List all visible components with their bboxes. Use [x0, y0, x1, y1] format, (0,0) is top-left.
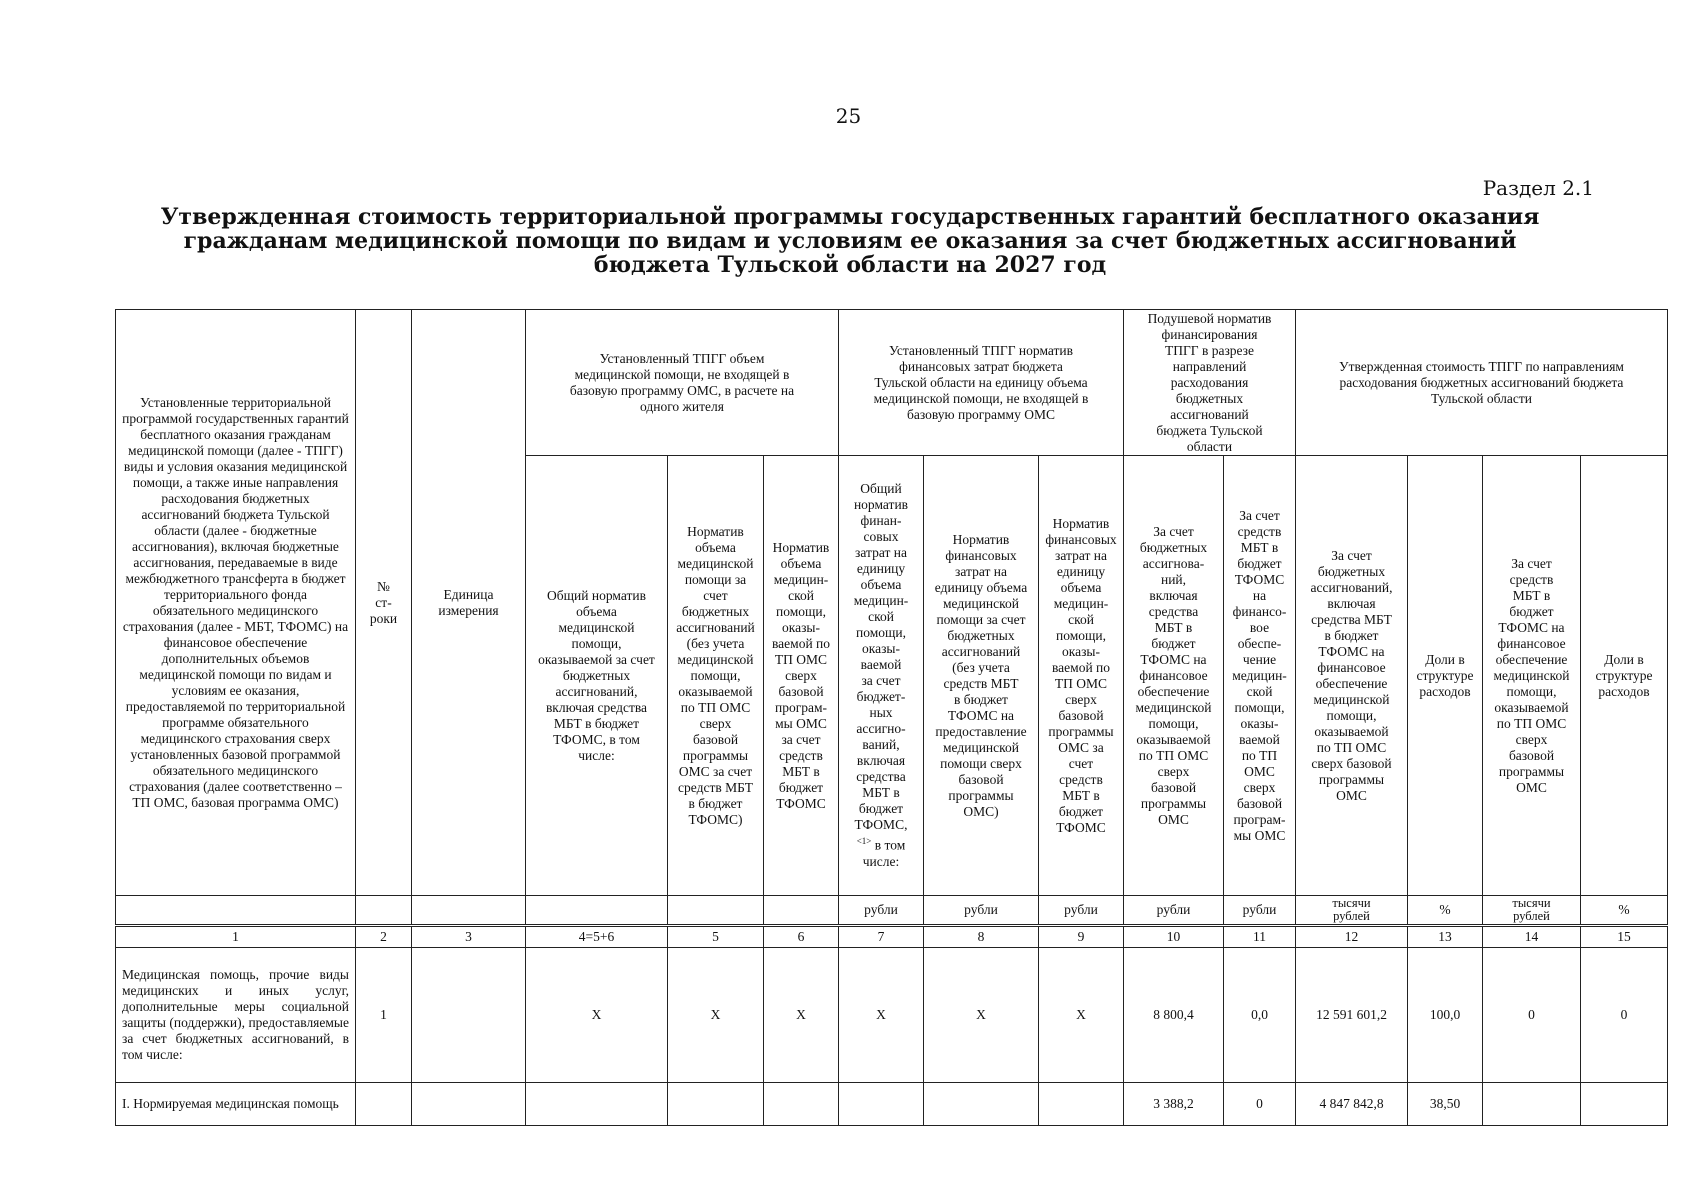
- title-line: гражданам медицинской помощи по видам и условиям ее оказания за счет бюджетных ассигнований: [183, 228, 1517, 254]
- column-number: 5: [668, 926, 764, 948]
- column-number: 4=5+6: [526, 926, 668, 948]
- column-number: 1: [116, 926, 356, 948]
- document-title: [150, 205, 1550, 277]
- header-group-cost: Утвержденная стоимость ТПГГ по направлениям расходования бюджетных ассигнований бюджета Тульской области: [1296, 310, 1668, 456]
- table-cell: 100,0: [1408, 948, 1483, 1083]
- column-number: 12: [1296, 926, 1408, 948]
- title-line: бюджета Тульской области на 2027 год: [593, 252, 1107, 278]
- unit-cell: [526, 896, 668, 926]
- title-line: Утвержденная стоимость территориальной программы государственных гарантий бесплатного оказания: [160, 204, 1540, 230]
- row-description: Медицинская помощь, прочие виды медицинских и иных услуг, дополнительные меры социальной защиты (поддержки), предоставляемые за счет бюджетных ассигнований, в том числе:: [116, 948, 356, 1083]
- header-col14: За счет средств МБТ в бюджет ТФОМС на финансовое обеспечение медицинской помощи, оказываемой по ТП ОМС сверх базовой программы ОМС: [1483, 456, 1581, 896]
- unit-cell: рубли: [1039, 896, 1124, 926]
- table-cell: 0: [1483, 948, 1581, 1083]
- header-col6: Норматив объема медицин- ской помощи, оказы- ваемой по ТП ОМС сверх базовой програм- мы ОМС за счет средств МБТ в бюджет ТФОМС: [764, 456, 839, 896]
- column-number: 7: [839, 926, 924, 948]
- table-cell: 0: [1224, 1083, 1296, 1126]
- header-group-volume: Установленный ТПГГ объем медицинской помощи, не входящей в базовую программу ОМС, в расчете на одного жителя: [526, 310, 839, 456]
- table-cell: X: [839, 948, 924, 1083]
- table-row: [116, 1083, 1668, 1126]
- header-group-per-capita: Подушевой норматив финансирования ТПГГ в разрезе направлений расходования бюджетных ассигнований бюджета Тульской области: [1124, 310, 1296, 456]
- table-cell: 3 388,2: [1124, 1083, 1224, 1126]
- unit-cell: [412, 896, 526, 926]
- header-col13: Доли в структуре расходов: [1408, 456, 1483, 896]
- table-cell: X: [526, 948, 668, 1083]
- column-number: 13: [1408, 926, 1483, 948]
- footnote-ref: <1>: [856, 836, 872, 847]
- column-number: 9: [1039, 926, 1124, 948]
- header-col11: За счет средств МБТ в бюджет ТФОМС на финансо- вое обеспе- чение медицин- ской помощи, оказы- ваемой по ТП ОМС сверх базовой програм- мы ОМС: [1224, 456, 1296, 896]
- header-col8: Норматив финансовых затрат на единицу объема медицинской помощи за счет бюджетных ассигнований (без учета средств МБТ в бюджет ТФОМС на предоставление медицинской помощи сверх базовой программы ОМС): [924, 456, 1039, 896]
- section-label: Раздел 2.1: [1482, 176, 1594, 200]
- cost-table: [115, 309, 1668, 1126]
- table-cell: [1581, 1083, 1668, 1126]
- header-col5: Норматив объема медицинской помощи за счет бюджетных ассигнований (без учета медицинской помощи, оказываемой по ТП ОМС сверх базовой программы ОМС за счет средств МБТ в бюджет ТФОМС): [668, 456, 764, 896]
- page-number: 25: [835, 104, 862, 128]
- table-cell: [1483, 1083, 1581, 1126]
- header-col7-text: Общий норматив финан- совых затрат на единицу объема медицин- ской помощи, оказы- ваемой за счет бюджет- ных ассигно- ваний, включая средства МБТ в бюджет ТФОМС,: [853, 481, 909, 833]
- header-col15: Доли в структуре расходов: [1581, 456, 1668, 896]
- unit-cell: [116, 896, 356, 926]
- unit-cell: %: [1408, 896, 1483, 926]
- table-cell: X: [668, 948, 764, 1083]
- table-cell: [924, 1083, 1039, 1126]
- unit-cell: %: [1581, 896, 1668, 926]
- header-col12: За счет бюджетных ассигнований, включая средства МБТ в бюджет ТФОМС на финансовое обеспечение медицинской помощи, оказываемой по ТП ОМС сверх базовой программы ОМС: [1296, 456, 1408, 896]
- unit-cell: рубли: [1124, 896, 1224, 926]
- column-number: 6: [764, 926, 839, 948]
- header-col7: [839, 456, 924, 896]
- table-cell: 12 591 601,2: [1296, 948, 1408, 1083]
- column-number: 11: [1224, 926, 1296, 948]
- header-col10: За счет бюджетных ассигнова- ний, включая средства МБТ в бюджет ТФОМС на финансовое обеспечение медицинской помощи, оказываемой по ТП ОМС сверх базовой программы ОМС: [1124, 456, 1224, 896]
- column-number: 15: [1581, 926, 1668, 948]
- table-cell: [839, 1083, 924, 1126]
- unit-cell: [668, 896, 764, 926]
- column-number: 14: [1483, 926, 1581, 948]
- header-row-number: № ст- роки: [356, 310, 412, 896]
- table-cell: [412, 948, 526, 1083]
- table-cell: [526, 1083, 668, 1126]
- row-description: I. Нормируемая медицинская помощь: [116, 1083, 356, 1126]
- header-col9: Норматив финансовых затрат на единицу объема медицин- ской помощи, оказы- ваемой по ТП ОМС сверх базовой программы ОМС за счет средств МБТ в бюджет ТФОМС: [1039, 456, 1124, 896]
- table-cell: 4 847 842,8: [1296, 1083, 1408, 1126]
- unit-cell: рубли: [1224, 896, 1296, 926]
- table-cell: 1: [356, 948, 412, 1083]
- table-cell: [412, 1083, 526, 1126]
- table-cell: X: [764, 948, 839, 1083]
- header-unit: Единица измерения: [412, 310, 526, 896]
- unit-cell: [764, 896, 839, 926]
- header-col4: Общий норматив объема медицинской помощи, оказываемой за счет бюджетных ассигнований, включая средства МБТ в бюджет ТФОМС, в том числе:: [526, 456, 668, 896]
- table-row: [116, 948, 1668, 1083]
- column-number: 8: [924, 926, 1039, 948]
- table-cell: 0: [1581, 948, 1668, 1083]
- header-col7-tail: в том числе:: [862, 837, 906, 869]
- header-group-norm: Установленный ТПГГ норматив финансовых затрат бюджета Тульской области на единицу объема медицинской помощи, не входящей в базовую программу ОМС: [839, 310, 1124, 456]
- table-cell: 0,0: [1224, 948, 1296, 1083]
- table-cell: [1039, 1083, 1124, 1126]
- column-number: 3: [412, 926, 526, 948]
- table-cell: [764, 1083, 839, 1126]
- table-cell: X: [1039, 948, 1124, 1083]
- unit-cell: тысячи рублей: [1483, 896, 1581, 926]
- table-cell: 38,50: [1408, 1083, 1483, 1126]
- table-cell: [356, 1083, 412, 1126]
- unit-cell: рубли: [924, 896, 1039, 926]
- table-cell: [668, 1083, 764, 1126]
- header-types-of-care: Установленные территориальной программой государственных гарантий бесплатного оказания гражданам медицинской помощи (далее - ТПГГ) виды и условия оказания медицинской помощи, а также иные направления расходования бюджетных ассигнований бюджета Тульской области (далее - бюджетные ассигнования), включая бюджетные ассигнования, передаваемые в виде межбюджетного трансферта в бюджет территориального фонда обязательного медицинского страхования (далее - МБТ, ТФОМС) на финансовое обеспечение дополнительных объемов медицинской помощи по видам и условиям ее оказания, предоставляемой по территориальной программе обязательного медицинского страхования сверх установленных базовой программой обязательного медицинского страхования (далее соответственно – ТП ОМС, базовая программа ОМС): [116, 310, 356, 896]
- table-cell: X: [924, 948, 1039, 1083]
- table-cell: 8 800,4: [1124, 948, 1224, 1083]
- unit-cell: тысячи рублей: [1296, 896, 1408, 926]
- column-number: 2: [356, 926, 412, 948]
- unit-cell: [356, 896, 412, 926]
- unit-cell: рубли: [839, 896, 924, 926]
- column-number: 10: [1124, 926, 1224, 948]
